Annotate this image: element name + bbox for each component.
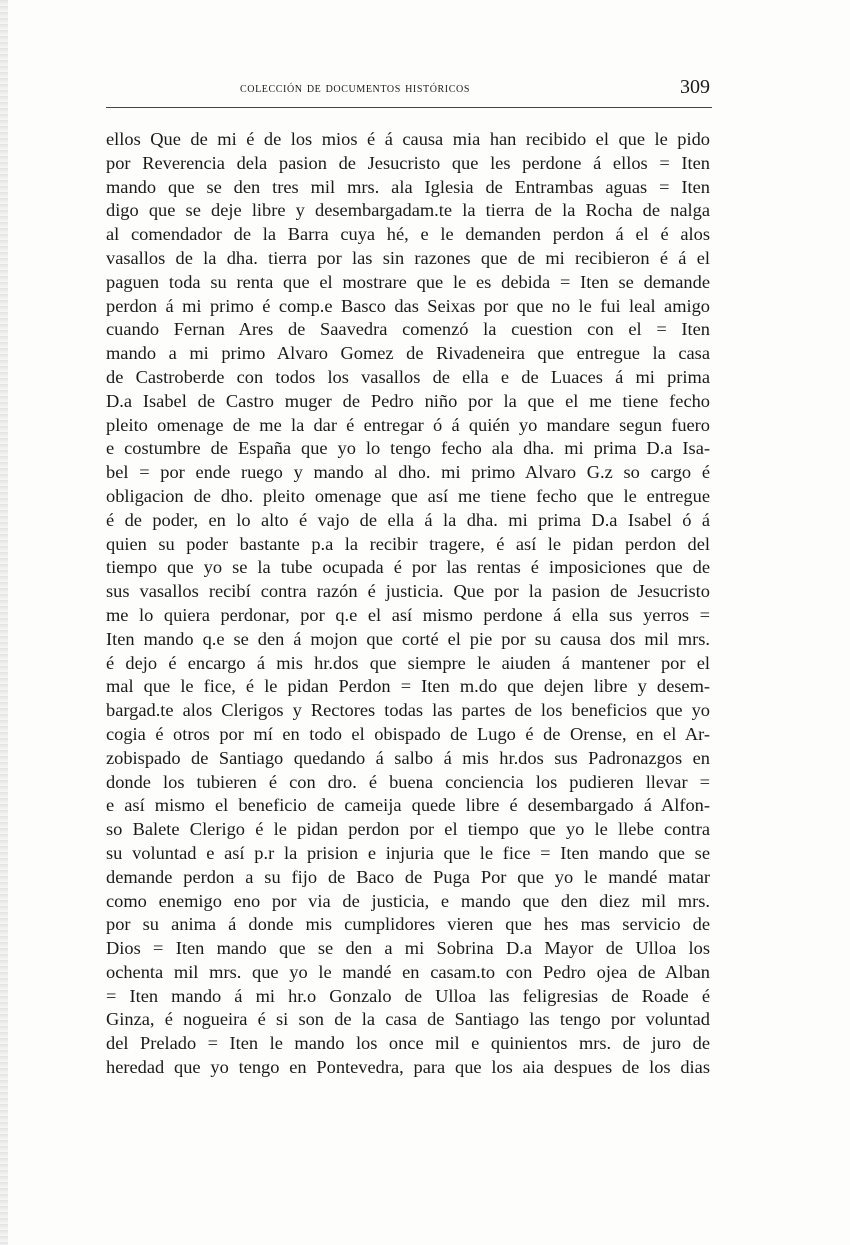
page-edge-shadow xyxy=(0,0,8,1245)
text-line: cuando Fernan Ares de Saavedra comenzó la cuestion con el = Iten xyxy=(106,319,710,340)
text-line: mando a mi primo Alvaro Gomez de Rivadeneira que entregue la casa xyxy=(106,343,710,364)
text-line: Iten mando q.e se den á mojon que corté el pie por su causa dos mil mrs. xyxy=(106,628,710,649)
text-line: e así mismo el beneficio de cameija quede libre é desembargado á Alfon- xyxy=(106,795,710,816)
text-line: bargad.te alos Clerigos y Rectores todas las partes de los beneficios que yo xyxy=(106,700,710,721)
text-line: ochenta mil mrs. que yo le mandé en casam.to con Pedro ojea de Alban xyxy=(106,961,710,982)
text-line: como enemigo eno por via de justicia, e mando que den diez mil mrs. xyxy=(106,890,710,911)
text-line: mal que le fice, é le pidan Perdon = Iten m.do que dejen libre y desem- xyxy=(106,676,710,697)
text-line: so Balete Clerigo é le pidan perdon por el tiempo que yo le llebe contra xyxy=(106,819,710,840)
text-line: é de poder, en lo alto é vajo de ella á la dha. mi prima D.a Isabel ó á xyxy=(106,509,710,530)
page-number: 309 xyxy=(680,76,710,98)
text-line: Ginza, é nogueira é si son de la casa de Santiago las tengo por voluntad xyxy=(106,1009,710,1030)
text-line: mando que se den tres mil mrs. ala Iglesia de Entrambas aguas = Iten xyxy=(106,176,710,197)
text-line: sus vasallos recibí contra razón é justicia. Que por la pasion de Jesucristo xyxy=(106,581,710,602)
text-line: e costumbre de España que yo lo tengo fecho ala dha. mi prima D.a Isa- xyxy=(106,438,710,459)
text-line: pleito omenage de me la dar é entregar ó á quién yo mandare segun fuero xyxy=(106,414,710,435)
text-line: paguen toda su renta que el mostrare que le es debida = Iten se demande xyxy=(106,271,710,292)
text-line: por su anima á donde mis cumplidores vieren que hes mas servicio de xyxy=(106,914,710,935)
text-line: donde los tubieren é con dro. é buena conciencia los pudieren llevar = xyxy=(106,771,710,792)
text-line: é dejo é encargo á mis hr.dos que siempre le aiuden á mantener por el xyxy=(106,652,710,673)
text-line: digo que se deje libre y desembargadam.te la tierra de la Rocha de nalga xyxy=(106,200,710,221)
text-line: su voluntad e así p.r la prision e injuria que le fice = Iten mando que se xyxy=(106,842,710,863)
text-line: me lo quiera perdonar, por q.e el así mismo perdone á ella sus yerros = xyxy=(106,604,710,625)
text-line: de Castroberde con todos los vasallos de ella e de Luaces á mi prima xyxy=(106,366,710,387)
text-line: zobispado de Santiago quedando á salbo á mis hr.dos sus Padronazgos en xyxy=(106,747,710,768)
text-line: demande perdon a su fijo de Baco de Puga Por que yo le mandé matar xyxy=(106,866,710,887)
text-line: D.a Isabel de Castro muger de Pedro niño por la que el me tiene fecho xyxy=(106,390,710,411)
text-line: obligacion de dho. pleito omenage que así me tiene fecho que le entregue xyxy=(106,485,710,506)
header-rule xyxy=(106,107,712,108)
running-header xyxy=(240,76,710,102)
text-line: = Iten mando á mi hr.o Gonzalo de Ulloa las feligresias de Roade é xyxy=(106,985,710,1006)
text-line: al comendador de la Barra cuya hé, e le demanden perdon á el é alos xyxy=(106,224,710,245)
body-text xyxy=(106,128,710,1080)
text-line: vasallos de la dha. tierra por las sin razones que de mi recibieron é á el xyxy=(106,247,710,268)
text-line: ellos Que de mi é de los mios é á causa mia han recibido el que le pido xyxy=(106,129,710,149)
text-line: cogia é otros por mí en todo el obispado de Lugo é de Orense, en el Ar- xyxy=(106,723,710,744)
text-line: heredad que yo tengo en Pontevedra, para que los aia despues de los dias xyxy=(106,1057,710,1078)
text-line: por Reverencia dela pasion de Jesucristo que les perdone á ellos = Iten xyxy=(106,152,710,173)
text-line: perdon á mi primo é comp.e Basco das Seixas por que no le fui leal amigo xyxy=(106,295,710,316)
text-line: bel = por ende ruego y mando al dho. mi primo Alvaro G.z so cargo é xyxy=(106,462,710,483)
text-line: quien su poder bastante p.a la recibir tragere, é así le pidan perdon del xyxy=(106,533,710,554)
text-line: tiempo que yo se la tube ocupada é por las rentas é imposiciones que de xyxy=(106,557,710,578)
text-line: del Prelado = Iten le mando los once mil e quinientos mrs. de juro de xyxy=(106,1033,710,1054)
running-title: colección de documentos históricos xyxy=(240,80,470,96)
text-line: Dios = Iten mando que se den a mi Sobrina D.a Mayor de Ulloa los xyxy=(106,938,710,959)
